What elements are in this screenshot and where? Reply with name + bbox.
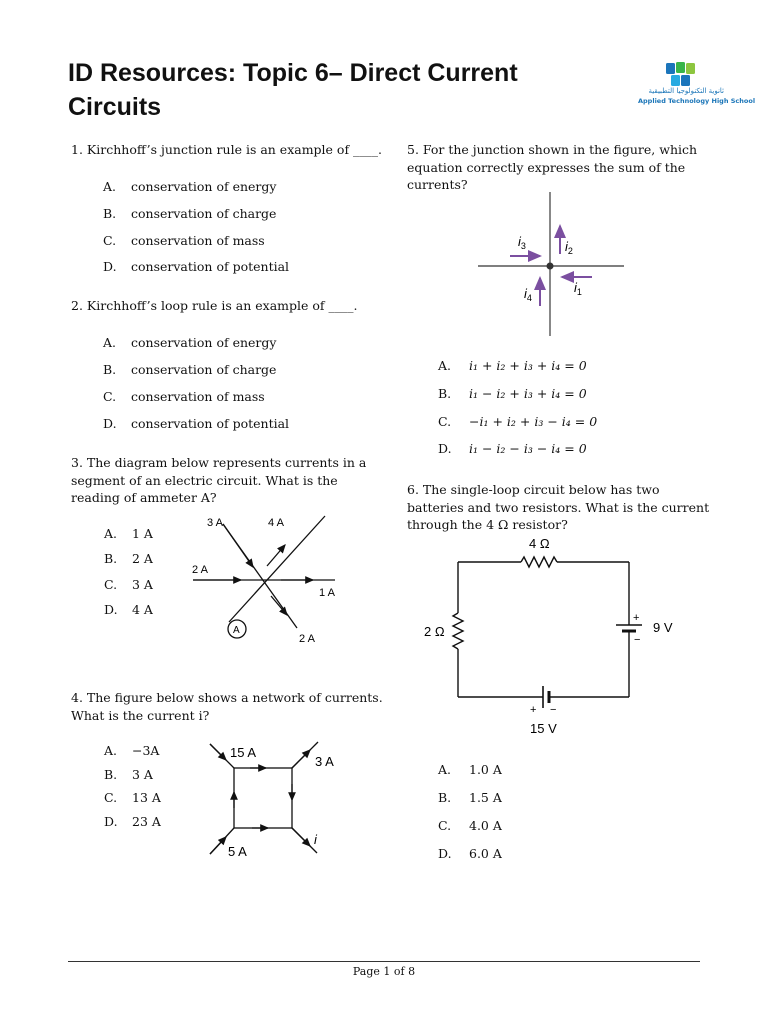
question-3-line-3: reading of ammeter A? (71, 490, 217, 505)
plus-sign: + (530, 704, 537, 716)
junction-diagram (476, 190, 626, 340)
option-letter: A. (104, 526, 118, 541)
title-line-1: ID Resources: Topic 6– Direct Current (68, 59, 518, 87)
label-1a: 1 A (319, 587, 335, 599)
logo-arabic-text: ثانوية التكنولوجيا التطبيقية (648, 87, 724, 95)
option-text: 4.0 A (469, 818, 502, 833)
option-text: −3A (132, 743, 160, 758)
question-5-text (407, 141, 697, 194)
option-text: conservation of charge (131, 206, 277, 221)
option-letter: D. (104, 814, 118, 829)
question-5-line-3: currents? (407, 177, 468, 192)
label-i2: $i_2$ (565, 239, 573, 256)
option-text: 2 A (132, 551, 153, 566)
option-letter: B. (104, 551, 118, 566)
option-letter: A. (438, 358, 452, 373)
label-4a: 4 A (268, 517, 284, 529)
label-15a: 15 A (230, 745, 257, 760)
option-letter: C. (104, 790, 118, 805)
label-3a: 3 A (315, 754, 334, 769)
option-text: conservation of potential (131, 259, 290, 274)
wire-4a-to-ammeter (229, 516, 325, 622)
question-6-line-2: batteries and two resistors. What is the current (407, 499, 710, 515)
option-letter: C. (438, 414, 452, 429)
question-4-line-2: What is the current i? (71, 707, 210, 723)
question-6-text (407, 481, 709, 534)
option-text: conservation of energy (131, 335, 277, 350)
option-text: 23 A (132, 814, 161, 829)
option-text: 1 A (132, 526, 153, 541)
page-title (68, 56, 588, 124)
logo-icon (664, 60, 698, 88)
option-letter: D. (438, 441, 452, 456)
option-text: 4 A (132, 602, 153, 617)
option-text: conservation of potential (131, 416, 290, 431)
option-text: conservation of mass (131, 233, 265, 248)
label-4-ohm: 4 Ω (529, 536, 550, 551)
plus-sign: + (633, 612, 640, 624)
minus-sign: − (550, 704, 557, 716)
option-equation: −i₁ + i₂ + i₃ − i₄ = 0 (469, 414, 598, 429)
label-2a-bottom: 2 A (299, 633, 315, 645)
title-line-2: Circuits (68, 93, 162, 121)
label-2-ohm: 2 Ω (424, 624, 445, 639)
option-letter: A. (103, 335, 117, 350)
resistor-2-ohm (453, 613, 463, 649)
option-text: conservation of charge (131, 362, 277, 377)
question-6-line-1: 6. The single-loop circuit below has two (407, 482, 660, 497)
question-4-text (71, 689, 383, 724)
label-15v: 15 V (530, 721, 557, 736)
option-letter: B. (103, 206, 117, 221)
question-4-line-1: 4. The figure below shows a network of currents. (71, 690, 383, 705)
option-letter: C. (103, 233, 117, 248)
option-text: 1.5 A (469, 790, 502, 805)
option-letter: C. (103, 389, 117, 404)
option-letter: C. (438, 818, 452, 833)
option-letter: D. (104, 602, 118, 617)
option-text: conservation of energy (131, 179, 277, 194)
option-letter: A. (103, 179, 117, 194)
option-letter: C. (104, 577, 118, 592)
minus-sign: − (634, 634, 641, 646)
option-text: 13 A (132, 790, 161, 805)
label-i: i (314, 832, 317, 847)
question-6-line-3: through the 4 Ω resistor? (407, 517, 568, 532)
option-equation: i₁ − i₂ − i₃ − i₄ = 0 (469, 441, 587, 456)
option-text: 3 A (132, 767, 153, 782)
question-5-line-1: 5. For the junction shown in the figure, which (407, 142, 698, 157)
resistor-4-ohm (521, 557, 557, 567)
option-letter: B. (438, 386, 452, 401)
footer-divider (68, 961, 700, 962)
label-3a: 3 A (207, 517, 223, 529)
label-2a-left: 2 A (192, 564, 208, 576)
single-loop-circuit (418, 532, 673, 742)
option-letter: B. (438, 790, 452, 805)
question-1-text: 1. Kirchhoff’s junction rule is an example of ____. (71, 142, 383, 157)
current-segment-diagram (185, 510, 355, 650)
question-2-text: 2. Kirchhoff’s loop rule is an example of ____. (71, 298, 358, 313)
current-network-diagram (200, 736, 350, 866)
label-i4: $i_4$ (524, 286, 532, 303)
logo-english-text: Applied Technology High School (638, 97, 756, 105)
label-i3: $i_3$ (518, 234, 526, 251)
question-3-text (71, 454, 366, 507)
option-text: conservation of mass (131, 389, 265, 404)
option-text: 3 A (132, 577, 153, 592)
label-i1: $i_1$ (574, 280, 582, 297)
option-letter: D. (103, 259, 117, 274)
option-letter: A. (104, 743, 118, 758)
label-5a: 5 A (228, 844, 247, 859)
question-5-line-2: equation correctly expresses the sum of the (407, 159, 686, 175)
option-letter: D. (103, 416, 117, 431)
option-letter: D. (438, 846, 452, 861)
page-number: Page 1 of 8 (352, 965, 416, 978)
option-letter: B. (104, 767, 118, 782)
option-equation: i₁ + i₂ + i₃ + i₄ = 0 (469, 358, 587, 373)
question-3-line-1: 3. The diagram below represents currents in a (71, 455, 367, 470)
network-square (234, 768, 292, 828)
option-letter: A. (438, 762, 452, 777)
label-9v: 9 V (653, 620, 673, 635)
question-3-line-2: segment of an electric circuit. What is the (71, 472, 338, 488)
ammeter-label: A (233, 625, 240, 636)
junction-node (547, 263, 554, 270)
option-equation: i₁ − i₂ + i₃ + i₄ = 0 (469, 386, 587, 401)
option-letter: B. (103, 362, 117, 377)
option-text: 1.0 A (469, 762, 502, 777)
option-text: 6.0 A (469, 846, 502, 861)
